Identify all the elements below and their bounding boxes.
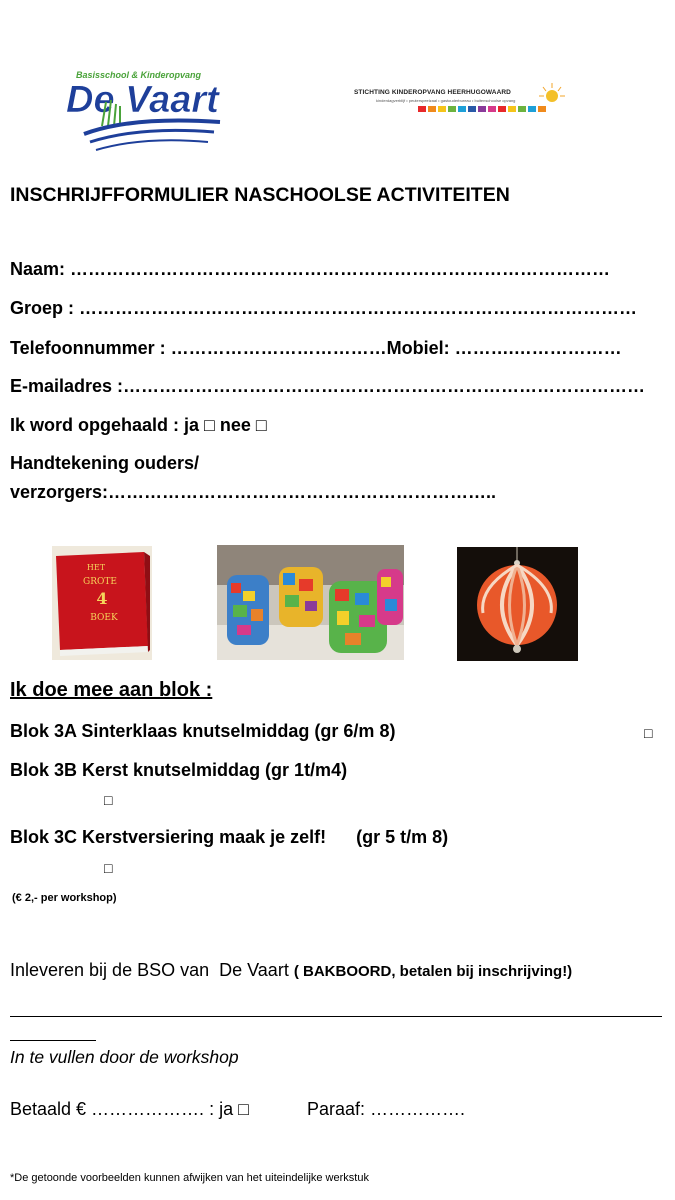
svg-text:GROTE: GROTE	[83, 577, 117, 587]
field-paraaf[interactable]: Paraaf: …………….	[307, 1099, 466, 1119]
field-opgehaald[interactable]: Ik word opgehaald : ja □ nee □	[10, 415, 267, 435]
blok-3c-checkbox[interactable]: □	[104, 860, 113, 876]
divider-line-short	[10, 1040, 96, 1041]
skh-name: STICHTING KINDEROPVANG HEERHUGOWAARD	[354, 89, 511, 96]
form-title: INSCHRIJFFORMULIER NASCHOOLSE ACTIVITEITEN	[10, 184, 510, 206]
field-betaald[interactable]: Betaald € ………………. : ja □	[10, 1099, 249, 1119]
footnote: *De getoonde voorbeelden kunnen afwijken van het uiteindelijke werkstuk	[10, 1172, 369, 1184]
blok-3b-label: Blok 3B Kerst knutselmiddag (gr 1t/m4)	[10, 760, 348, 780]
photo-sinterklaas-book	[52, 546, 152, 660]
blok-3a-label: Blok 3A Sinterklaas knutselmiddag (gr 6/m 8)	[10, 721, 396, 741]
svg-text:4: 4	[96, 589, 108, 608]
vaart-logo-name: De Vaart	[66, 79, 219, 121]
field-handtekening[interactable]: verzorgers:………………………………………………………..	[10, 482, 497, 502]
de-vaart-logo	[62, 64, 232, 160]
photo-paper-lantern	[457, 547, 578, 661]
divider-line	[10, 1016, 662, 1017]
skh-tagline: kinderdagverblijf • peuterspeelzaal • gastouderbureau • buitenschoolse opvang	[376, 98, 516, 103]
field-groep[interactable]: Groep : …………………………………………………………………………………	[10, 298, 638, 318]
inleveren-text: Inleveren bij de BSO van De Vaart	[10, 960, 294, 980]
field-telefoon-mobiel[interactable]: Telefoonnummer : ………………………………Mobiel: ……….………………	[10, 338, 622, 358]
inleveren-note: ( BAKBOORD, betalen bij inschrijving!)	[293, 963, 573, 980]
svg-text:HET: HET	[86, 563, 106, 572]
inleveren-instruction	[10, 960, 572, 981]
field-email[interactable]: E-mailadres :……………………………………………………………………………	[10, 376, 646, 396]
skh-logo	[350, 80, 590, 120]
field-handtekening-label: Handtekening ouders/	[10, 453, 200, 473]
photo-lantern-jars	[217, 545, 404, 660]
svg-text:BOEK: BOEK	[90, 613, 118, 623]
workshop-section-label: In te vullen door de workshop	[10, 1047, 239, 1067]
blok-heading: Ik doe mee aan blok :	[10, 679, 213, 701]
blok-3a-checkbox[interactable]: □	[644, 725, 653, 741]
field-naam[interactable]: Naam: ………………………………………………………………………………	[10, 259, 611, 279]
blok-3c-label: Blok 3C Kerstversiering maak je zelf! (gr 5 t/m 8)	[10, 827, 449, 847]
price-note: (€ 2,- per workshop)	[12, 892, 117, 904]
blok-3b-checkbox[interactable]: □	[104, 792, 113, 808]
vaart-logo-subtitle: Basisschool & Kinderopvang	[76, 70, 202, 80]
